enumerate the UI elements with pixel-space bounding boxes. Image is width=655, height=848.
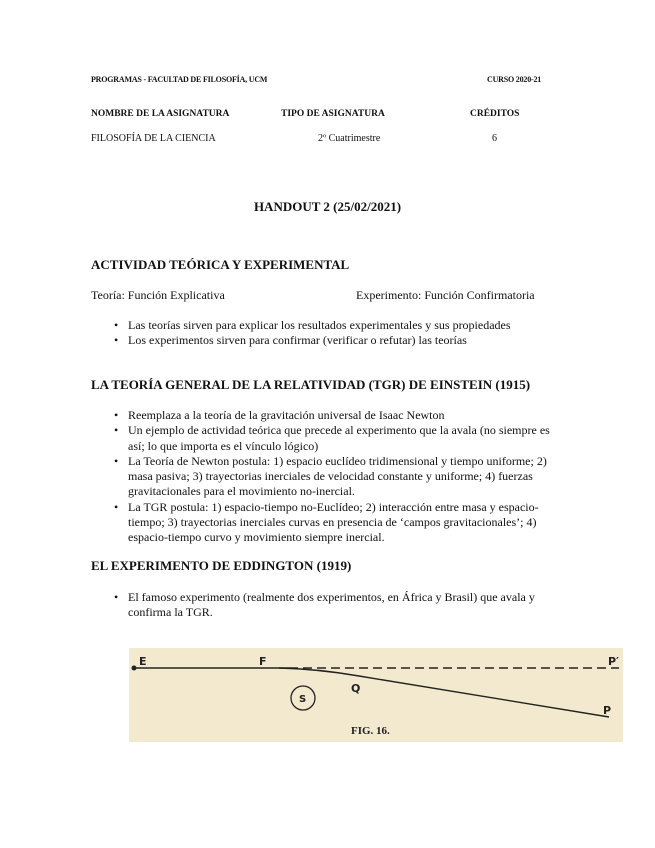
value-credits: 6 [492, 133, 497, 144]
experiment-function: Experimento: Función Confirmatoria [356, 288, 535, 302]
list-item: • El famoso experimento (realmente dos experimentos, en África y Brasil) que avala y confirma la TGR. [114, 590, 535, 620]
bullet-icon: • [114, 499, 119, 514]
section-heading: LA TEORÍA GENERAL DE LA RELATIVIDAD (TGR) DE EINSTEIN (1915) [91, 377, 531, 392]
bullet-icon: • [114, 423, 119, 438]
header-right: CURSO 2020-21 [487, 75, 542, 84]
list-item: • Los experimentos sirven para confirmar (verificar o refutar) las teorías [114, 333, 467, 348]
list-item: • Reemplaza a la teoría de la gravitación universal de Isaac Newton [114, 408, 445, 422]
bullet-list [0, 590, 560, 621]
list-item: • Las teorías sirven para explicar los resultados experimentales y sus propiedades [114, 318, 511, 332]
label-f: F [259, 655, 267, 668]
document-title: HANDOUT 2 (25/02/2021) [253, 199, 402, 214]
value-subject-name: FILOSOFÍA DE LA CIENCIA [91, 133, 216, 144]
bullet-icon: • [114, 318, 119, 332]
bullet-list [0, 408, 560, 546]
section-heading: ACTIVIDAD TEÓRICA Y EXPERIMENTAL [91, 257, 350, 272]
label-q: Q [351, 682, 361, 695]
list-item: • Un ejemplo de actividad teórica que precede al experimento que la avala (no siempre es así; lo que importa es el vínculo lógico) [114, 423, 550, 453]
figure-caption: FIG. 16. [351, 725, 390, 737]
bullet-icon: • [114, 408, 119, 422]
list-item: • La Teoría de Newton postula: 1) espacio euclídeo tridimensional y tiempo uniforme; 2) masa pasiva; 3) trayectorias inerciales de velocidad constante y uniforme; 4) fuerzas gravitacionales para el movimiento no-inercial. [114, 453, 547, 499]
label-p: P [603, 704, 612, 717]
value-subject-type: 2º Cuatrimestre [318, 133, 381, 144]
bullet-icon: • [114, 590, 119, 604]
label-subject-type: TIPO DE ASIGNATURA [281, 109, 385, 119]
bullet-list [0, 318, 560, 349]
section-heading: EL EXPERIMENTO DE EDDINGTON (1919) [91, 558, 352, 573]
deflected-path [279, 668, 612, 717]
label-s: S [299, 694, 307, 705]
theory-function: Teoría: Función Explicativa [91, 288, 225, 302]
light-deflection-diagram [129, 648, 623, 742]
list-item: • La TGR postula: 1) espacio-tiempo no-Euclídeo; 2) interacción entre masa y espacio-tiempo; 3) trayectorias inerciales curvas en presencia de ‘campos gravitacionales’; 4) espacio-tiempo curvo y movimiento siempre inercial. [114, 499, 539, 545]
label-credits: CRÉDITOS [470, 109, 520, 119]
header-left: PROGRAMAS - FACULTAD DE FILOSOFÍA, UCM [91, 75, 268, 84]
bullet-icon: • [114, 453, 119, 468]
bullet-icon: • [114, 333, 119, 348]
label-subject-name: NOMBRE DE LA ASIGNATURA [91, 109, 230, 119]
label-e: E [139, 655, 147, 668]
label-p-prime: P′ [608, 655, 619, 668]
eddington-figure [129, 648, 623, 742]
